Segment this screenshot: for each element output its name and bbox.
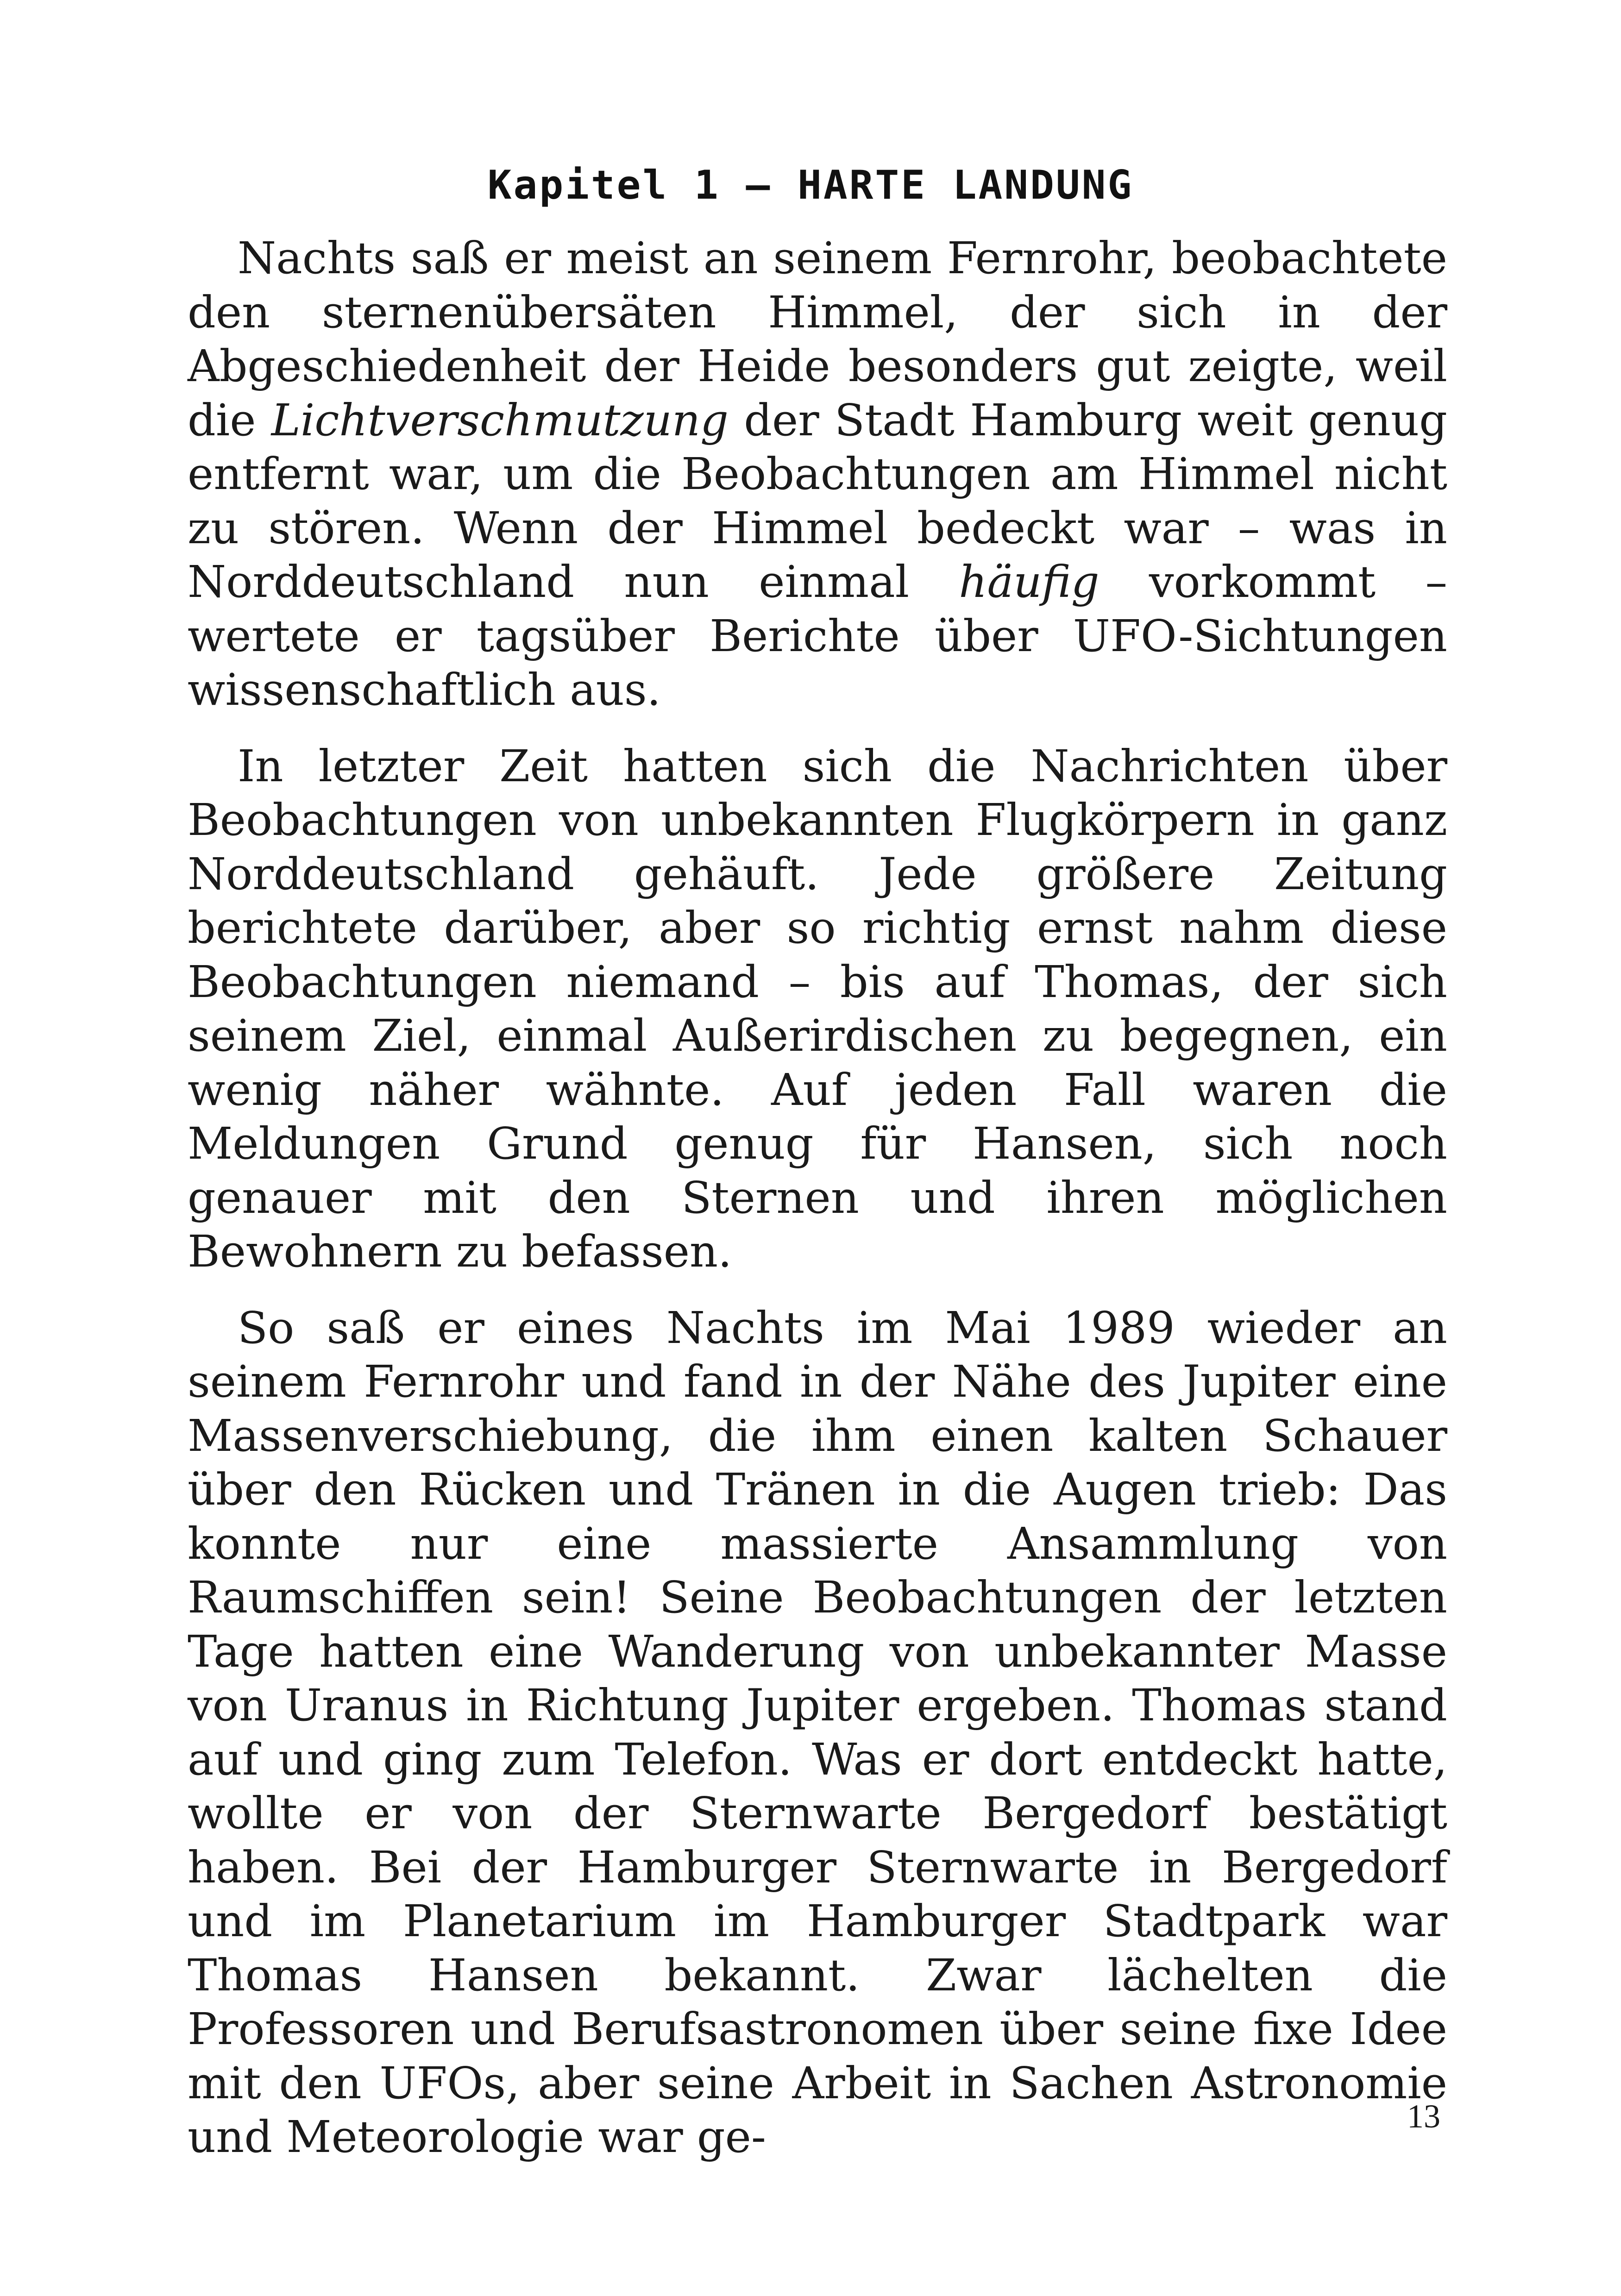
emphasis-lichtverschmutzung: Lichtverschmutzung xyxy=(271,395,729,446)
paragraph-1-part-3: vorkommt – wertete er tagsüber Berichte über UFO-Sichtungen wissenschaftlich aus. xyxy=(188,557,1447,715)
paragraph-1-part-2: der Stadt Hamburg weit genug entfernt war, um die Beobachtungen am Himmel nicht zu stören. Wenn der Himmel bedeckt war – was in Norddeutschland nun einmal xyxy=(188,395,1447,608)
paragraph-1-part-1: Nachts saß er meist an seinem Fernrohr, beobachtete den sternenübersäten Himmel, der sich in der Abgeschiedenheit der Heide besonders gut zeigte, weil die xyxy=(188,233,1447,446)
emphasis-haeufig: häufig xyxy=(959,557,1100,608)
paragraph-3: So saß er eines Nachts im Mai 1989 wieder an seinem Fernrohr und fand in der Nähe des Jupiter eine Massenverschiebung, die ihm einen kalten Schauer über den Rücken und Tränen in die Augen trieb: Das konnte nur eine massierte Ansammlung von Raumschiffen sein! Seine Beobachtungen der letzten Tage hatten eine Wanderung von unbekannter Masse von Uranus in Richtung Jupiter ergeben. Thomas stand auf und ging zum Telefon. Was er dort entdeckt hatte, wollte er von der Sternwarte Bergedorf bestätigt haben. Bei der Hamburger Sternwarte in Bergedorf und im Planetarium im Hamburger Stadtpark war Thomas Hansen bekannt. Zwar lächelten die Professoren und Berufsastronomen über seine fixe Idee mit den UFOs, aber seine Arbeit in Sachen Astronomie und Meteorologie war ge- xyxy=(188,1302,1447,2163)
chapter-title: Kapitel 1 – HARTE LANDUNG xyxy=(487,162,1134,208)
body-text xyxy=(188,232,1447,2187)
paragraph-2: In letzter Zeit hatten sich die Nachrichten über Beobachtungen von unbekannten Flugkörpern in ganz Norddeutschland gehäuft. Jede größere Zeitung berichtete darüber, aber so richtig ernst nahm diese Beobachtungen niemand – bis auf Thomas, der sich seinem Ziel, einmal Außerirdischen zu begegnen, ein wenig näher wähnte. Auf jeden Fall waren die Meldungen Grund genug für Hansen, sich noch genauer mit den Sternen und ihren möglichen Bewohnern zu befassen. xyxy=(188,740,1447,1277)
page-number: 13 xyxy=(1407,2098,1440,2135)
paragraph-1 xyxy=(188,232,1447,717)
